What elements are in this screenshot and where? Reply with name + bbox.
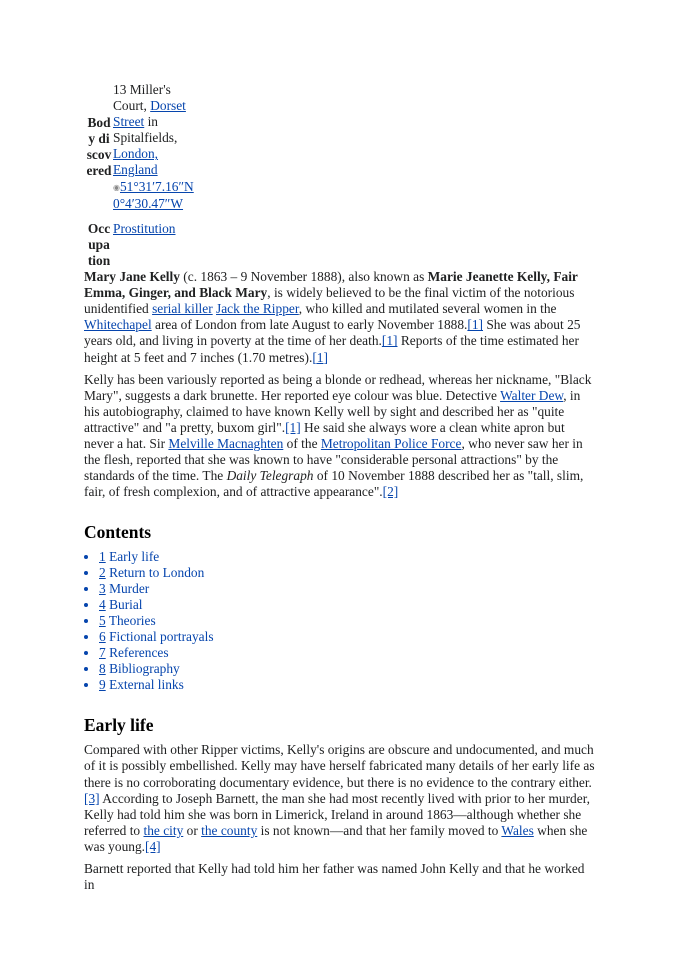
toc-link[interactable] [99, 677, 184, 692]
link-the-city[interactable]: the city [143, 822, 184, 838]
article-body [84, 82, 596, 899]
infobox-row-occupation [84, 212, 203, 269]
toc-link[interactable] [99, 597, 143, 612]
infobox-value-body-discovered [113, 82, 203, 212]
citation-link[interactable]: [1] [381, 333, 398, 349]
text: She was about 25 years old, and living in poverty at the time of her death. [84, 317, 581, 349]
toc-item [99, 597, 596, 613]
link-dorset-street[interactable]: Dorset Street [113, 98, 186, 130]
link-whitechapel[interactable]: Whitechapel [84, 317, 152, 333]
link-london-england[interactable]: London, England [113, 146, 159, 178]
text: According to Joseph Barnett, the man she had most recently lived with prior to her murder, Kelly had told him she was born in Limerick, Ireland in around 1863—although whether she referred to [84, 790, 590, 838]
toc-link[interactable] [99, 645, 169, 660]
citation-link[interactable]: [1] [285, 419, 301, 435]
toc-item [99, 613, 596, 629]
toc-number: 3 [99, 581, 106, 597]
newspaper-title: Daily Telegraph [226, 468, 314, 484]
link-metropolitan-police[interactable]: Metropolitan Police Force [320, 435, 462, 451]
citation-link[interactable]: [2] [382, 484, 399, 500]
toc-item [99, 661, 596, 677]
toc-label: Return to London [109, 565, 205, 581]
toc-number: 8 [99, 661, 106, 677]
text: is not known—and that her family moved to [257, 822, 502, 838]
toc-item [99, 645, 596, 661]
toc-number: 7 [99, 645, 106, 661]
text: , who killed and mutilated several women in the [298, 301, 557, 317]
contents-heading: Contents [84, 522, 152, 543]
infobox-text: in Spitalfields, [113, 114, 178, 146]
text: (c. 1863 – 9 November 1888), also known as [179, 269, 428, 285]
link-serial-killer[interactable]: serial killer [152, 301, 213, 317]
toc-number: 5 [99, 613, 106, 629]
infobox-label-occupation: Occupation [87, 220, 111, 268]
infobox-text: 13 Miller's Court, [113, 82, 171, 114]
text: Kelly has been variously reported as being a blonde or redhead, whereas her nickname, "Black Mary", suggests a dark brunette. Her reported eye colour was blue. Detective [84, 371, 592, 403]
infobox-label-body-discovered: Body discovered [86, 114, 112, 178]
early-life-paragraph-2: Barnett reported that Kelly had told him her father was named John Kelly and that he worked in [84, 861, 585, 893]
toc-link[interactable] [99, 565, 204, 580]
toc-number: 4 [99, 597, 106, 613]
toc-label: Fictional portrayals [109, 629, 214, 645]
aka-names: Marie Jeanette Kelly, Fair Emma, Ginger, and Black Mary [84, 269, 578, 301]
text: of the [283, 435, 321, 451]
toc-label: References [109, 645, 169, 661]
link-melville-macnaghten[interactable]: Melville Macnaghten [168, 435, 284, 451]
table-of-contents [84, 549, 596, 693]
infobox-value-occupation [113, 212, 203, 269]
toc-link[interactable] [99, 549, 159, 564]
text: He said she always wore a clean white apron but never a hat. Sir [84, 419, 565, 451]
subject-name: Mary Jane Kelly [84, 269, 180, 285]
toc-label: Burial [109, 597, 143, 613]
link-walter-dew[interactable]: Walter Dew [500, 387, 564, 403]
toc-item [99, 565, 596, 581]
toc-label: Theories [108, 613, 156, 629]
text: when she was young. [84, 822, 588, 854]
toc-label: Bibliography [109, 661, 180, 677]
globe-icon: ◉ [113, 182, 120, 192]
toc-label: External links [109, 677, 184, 693]
toc-number: 6 [99, 629, 106, 645]
infobox [84, 82, 203, 269]
toc-label: Early life [109, 549, 160, 565]
text: , is widely believed to be the final victim of the notorious unidentified [84, 285, 575, 317]
citation-link[interactable]: [3] [84, 790, 100, 806]
section-heading-early-life: Early life [84, 715, 154, 736]
toc-item [99, 677, 596, 693]
link-coordinates[interactable]: 51°31′7.16″N 0°4′30.47″W [113, 178, 194, 211]
text: , who never saw her in the flesh, reported that she was known to have "considerable personal attractions" by the standards of the time. The [84, 435, 583, 484]
citation-link[interactable]: [1] [312, 349, 328, 365]
intro-paragraph [84, 269, 596, 366]
text: , in his autobiography, claimed to have known Kelly well by sight and described her as "quite attractive" and "a pretty, buxom girl". [84, 387, 581, 435]
toc-item [99, 629, 596, 645]
toc-number: 2 [99, 565, 106, 581]
link-the-county[interactable]: the county [201, 822, 258, 838]
toc-link[interactable] [99, 629, 214, 644]
toc-link[interactable] [99, 661, 180, 676]
text: Reports of the time estimated her height at 5 feet and 7 inches (1.70 metres). [84, 333, 579, 365]
citation-link[interactable]: [1] [467, 317, 484, 333]
text: area of London from late August to early November 1888. [151, 317, 468, 333]
description-paragraph [84, 372, 596, 501]
toc-link[interactable] [99, 613, 156, 628]
toc-number: 9 [99, 677, 106, 693]
toc-item [99, 581, 596, 597]
toc-item [99, 549, 596, 565]
early-life-paragraph [84, 742, 596, 855]
link-wales[interactable]: Wales [501, 822, 534, 838]
toc-number: 1 [99, 549, 106, 565]
toc-link[interactable] [99, 581, 149, 596]
toc-label: Murder [109, 581, 150, 597]
infobox-row-body-discovered [84, 82, 203, 212]
text: Compared with other Ripper victims, Kelly's origins are obscure and undocumented, and much of it is possibly embellished. Kelly may have herself fabricated many details of her early life as there is no corroborating documentary evidence, but there is no evidence to the contrary either. [84, 742, 595, 790]
link-jack-the-ripper[interactable]: Jack the Ripper [216, 301, 299, 317]
text: or [183, 822, 202, 838]
text: of 10 November 1888 described her as "tall, slim, fair, of fresh complexion, and of attractive appearance". [84, 468, 584, 500]
link-prostitution[interactable]: Prostitution [113, 220, 176, 236]
citation-link[interactable]: [4] [145, 838, 161, 854]
